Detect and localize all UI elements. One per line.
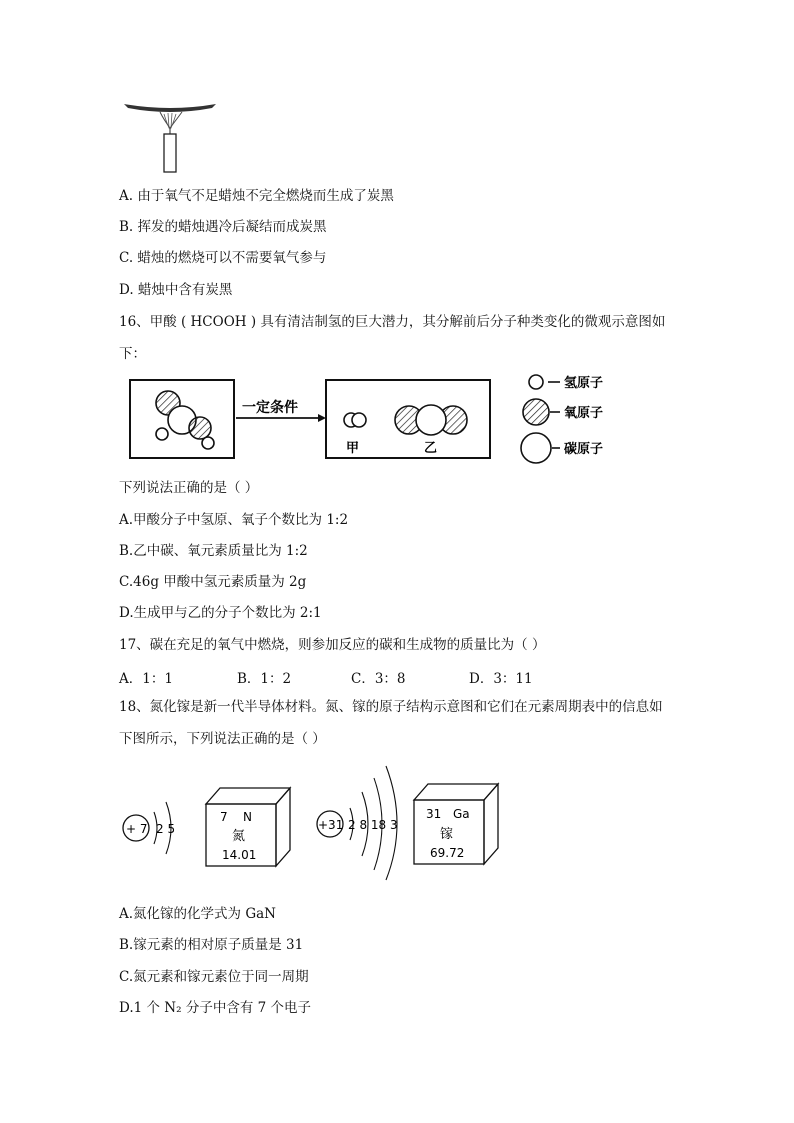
product-a-label: 甲 (346, 441, 360, 456)
h2-atom-2 (352, 413, 366, 427)
legend-hydrogen-icon (529, 375, 543, 389)
q18-stem-line1: 18、氮化镓是新一代半导体材料。氮、镓的原子结构示意图和它们在元素周期表中的信息如 (119, 699, 663, 715)
ga-atomic-number: 31 (426, 807, 442, 821)
legend-hydrogen: 氢原子 (564, 376, 604, 391)
n-symbol: N (243, 810, 252, 824)
q17-option-d: D．3：11 (469, 671, 533, 687)
q16-question: 下列说法正确的是（ ） (119, 480, 259, 496)
q16-molecule-diagram (120, 368, 660, 468)
ga-nucleus-charge: +31 (318, 818, 344, 832)
q17-option-b: B．1：2 (237, 671, 292, 687)
ga-name: 镓 (440, 827, 454, 842)
q17-option-a: A．1：1 (119, 671, 173, 687)
candle-illustration (120, 98, 220, 174)
formic-hydrogen-2 (202, 437, 214, 449)
reaction-condition: 一定条件 (242, 400, 298, 416)
n-nucleus-charge: + 7 (126, 822, 148, 836)
n-shell-electrons: 2 5 (156, 822, 176, 836)
formic-oxygen-2 (189, 417, 211, 439)
q18-option-c: C.氮元素和镓元素位于同一周期 (119, 969, 309, 985)
q17-option-c: C．3：8 (351, 671, 406, 687)
q16-option-c: C.46g 甲酸中氢元素质量为 2g (119, 574, 307, 590)
q15-option-d: D. 蜡烛中含有炭黑 (119, 282, 233, 298)
legend-carbon-icon (521, 433, 551, 463)
q16-option-d: D.生成甲与乙的分子个数比为 2:1 (119, 605, 322, 621)
q17-stem: 17、碳在充足的氧气中燃烧，则参加反应的碳和生成物的质量比为（ ） (119, 637, 546, 653)
n-atomic-number: 7 (220, 810, 228, 824)
q16-stem-line1: 16、甲酸 ( HCOOH ) 具有清洁制氢的巨大潜力，其分解前后分子种类变化的微观示意图如 (119, 314, 666, 330)
ga-atomic-mass: 69.72 (430, 846, 465, 860)
q18-option-b: B.镓元素的相对原子质量是 31 (119, 937, 304, 953)
n-name: 氮 (232, 829, 246, 844)
q18-atom-diagram (118, 762, 518, 884)
q16-option-b: B.乙中碳、氧元素质量比为 1:2 (119, 543, 308, 559)
co2-carbon (416, 405, 446, 435)
n-atomic-mass: 14.01 (222, 848, 257, 862)
q16-stem-line2: 下： (119, 346, 146, 362)
legend-oxygen-icon (523, 399, 549, 425)
formic-hydrogen-1 (156, 428, 168, 440)
q18-stem-line2: 下图所示，下列说法正确的是（ ） (119, 731, 326, 747)
q16-option-a: A.甲酸分子中氢原、氧子个数比为 1:2 (119, 512, 349, 528)
q17-options (119, 667, 533, 687)
product-b-label: 乙 (424, 441, 438, 456)
legend-oxygen: 氧原子 (564, 406, 604, 421)
q18-option-d: D.1 个 N₂ 分子中含有 7 个电子 (119, 1000, 311, 1016)
q15-option-b: B. 挥发的蜡烛遇冷后凝结而成炭黑 (119, 219, 327, 235)
ga-shell-electrons: 2 8 18 3 (348, 818, 398, 832)
q15-option-a: A. 由于氧气不足蜡烛不完全燃烧而生成了炭黑 (119, 188, 394, 204)
ga-symbol: Ga (453, 807, 470, 821)
q18-option-a: A.氮化镓的化学式为 GaN (119, 906, 276, 922)
legend-carbon: 碳原子 (564, 442, 604, 457)
q15-option-c: C. 蜡烛的燃烧可以不需要氧气参与 (119, 250, 327, 266)
